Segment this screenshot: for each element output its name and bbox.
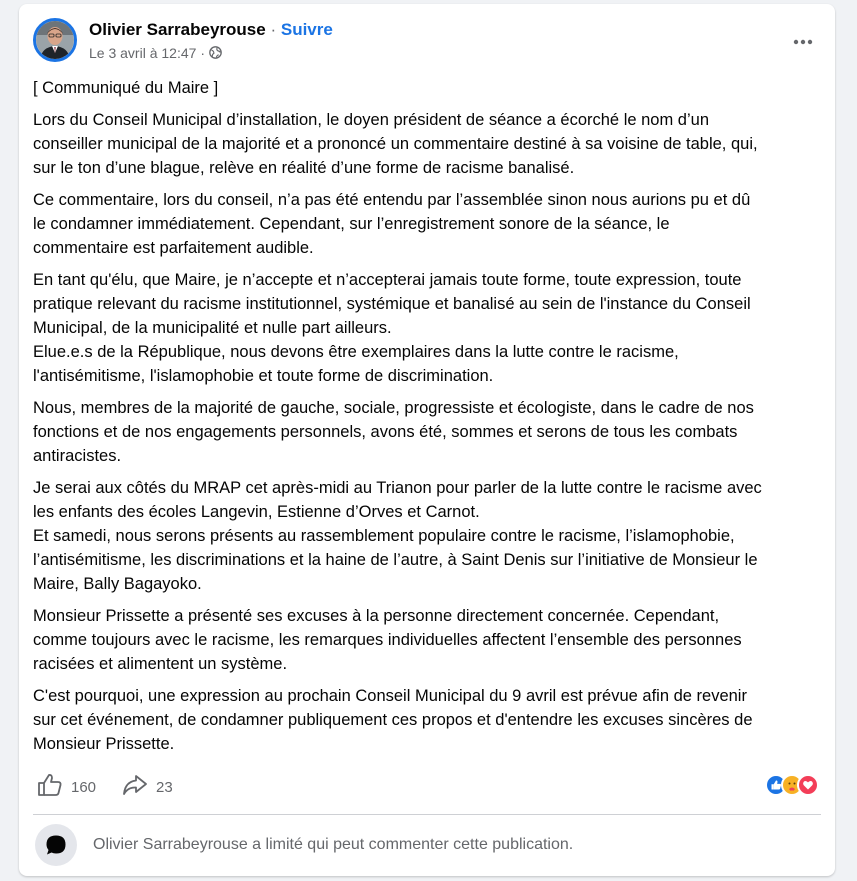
comment-divider [33,814,821,815]
post-paragraph [33,76,823,100]
post-text-line: les enfants des écoles Langevin, Estienne d’Orves et Carnot. [33,503,480,521]
post-text-line: Ce commentaire, lors du conseil, n’a pas été entendu par l’assemblée sinon nous aurions pu et dû [33,191,751,209]
author-avatar[interactable] [33,18,77,62]
post-text-line: En tant qu'élu, que Maire, je n’accepte et n’accepterai jamais toute forme, toute expression, toute [33,271,742,289]
post-text-line: Elue.e.s de la République, nous devons être exemplaires dans la lutte contre le racisme, [33,343,679,361]
post-text-line: Monsieur Prissette a présenté ses excuses à la personne directement concernée. Cependant, [33,607,720,625]
shares-count: 23 [156,778,173,796]
author-name[interactable]: Olivier Sarrabeyrouse [89,19,266,39]
post-header [33,18,333,62]
post-text-line: Municipal, de la municipalité et nulle part ailleurs. [33,319,392,337]
post-paragraph [33,604,823,676]
post-text-line: Maire, Bally Bagayoko. [33,575,202,593]
globe-icon[interactable] [209,46,222,59]
post-date-line [89,44,333,62]
speech-bubble-icon [35,824,77,866]
post-text-line: [ Communiqué du Maire ] [33,79,219,97]
post-date[interactable]: Le 3 avril à 12:47 [89,44,197,61]
post-text-line: Et samedi, nous serons présents au rassemblement populaire contre le racisme, l’islamophobie, [33,527,735,545]
post-text-line: fonctions et de nos engagements personnels, avons été, sommes et serons de tous les combats [33,423,738,441]
more-options-icon[interactable] [789,32,817,52]
author-line [89,19,333,41]
share-arrow-icon [122,773,148,801]
comment-restriction-text: Olivier Sarrabeyrouse a limité qui peut commenter cette publication. [93,836,574,853]
thumbs-up-icon [37,773,63,801]
post-paragraph [33,108,823,180]
post-meta [89,19,333,62]
post-card [19,4,835,876]
post-paragraph [33,476,823,596]
post-text-line: Lors du Conseil Municipal d’installation, le doyen président de séance a écorché le nom d’un [33,111,709,129]
post-text-line: Je serai aux côtés du MRAP cet après-midi au Trianon pour parler de la lutte contre le racisme avec [33,479,762,497]
post-text-line: antiracistes. [33,447,122,465]
post-text-line: l'antisémitisme, l'islamophobie et toute forme de discrimination. [33,367,494,385]
post-paragraph [33,268,823,388]
post-text-line: sur le ton d’une blague, relève en réalité d’une forme de racisme banalisé. [33,159,575,177]
post-text-line: comme toujours avec le racisme, les remarques individuelles affectent l’ensemble des personnes [33,631,742,649]
post-actions [37,773,199,801]
post-text-line: conseiller municipal de la majorité et a prononcé un commentaire destiné à sa voisine de table, qui, [33,135,758,153]
post-text-line: racisées et alimentent un système. [33,655,288,673]
post-body [33,76,823,764]
reactions-summary[interactable] [765,774,819,796]
post-paragraph [33,188,823,260]
post-text-line: C'est pourquoi, une expression au prochain Conseil Municipal du 9 avril est prévue afin de revenir [33,687,747,705]
author-separator: · [270,19,277,39]
post-paragraph [33,684,823,756]
post-text-line: commentaire est parfaitement audible. [33,239,314,257]
post-text-line: sur cet événement, de condamner publiquement ces propos et d'entendre les excuses sincères de [33,711,753,729]
likes-count: 160 [71,778,97,796]
love-reaction-icon [797,774,819,796]
post-text-line: le condamner immédiatement. Cependant, sur l’enregistrement sonore de la séance, le [33,215,670,233]
post-text-line: pratique relevant du racisme institutionnel, systémique et banalisé au sein de l'instance du Conseil [33,295,751,313]
post-text-line: l’antisémitisme, les discriminations et la haine de l’autre, à Saint Denis sur l’initiative de Monsieur le [33,551,758,569]
post-text-line: Nous, membres de la majorité de gauche, sociale, progressiste et écologiste, dans le cadre de nos [33,399,754,417]
follow-button[interactable]: Suivre [280,19,333,39]
avatar-portrait-icon [36,21,74,59]
share-button[interactable] [122,773,173,801]
date-separator: · [200,44,206,61]
like-button[interactable] [37,773,96,801]
post-paragraph [33,396,823,468]
comment-restriction [35,824,573,866]
post-text-line: Monsieur Prissette. [33,735,175,753]
